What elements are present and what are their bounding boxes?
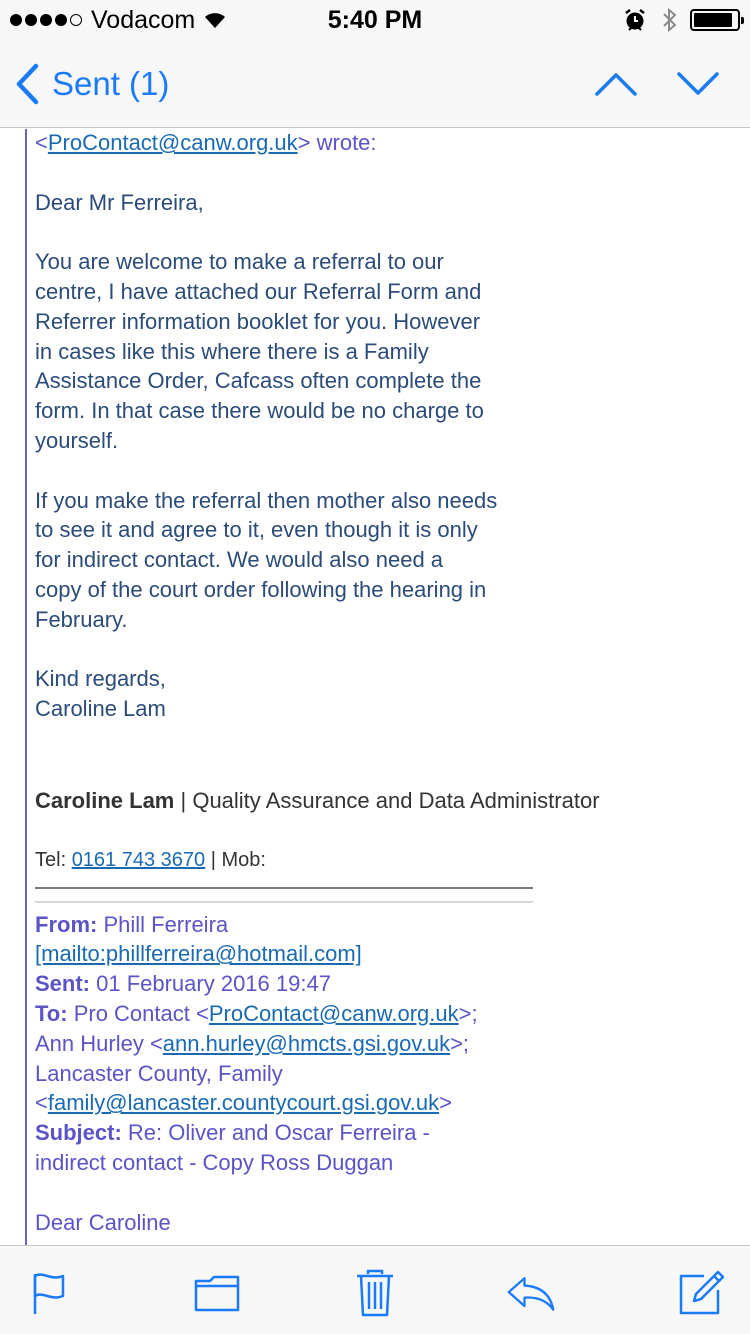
flag-button[interactable] <box>24 1268 74 1318</box>
paragraph-line: February. <box>35 606 128 632</box>
status-right <box>624 6 740 34</box>
to-line-4: <family@lancaster.countycourt.gsi.gov.uk> <box>35 1090 452 1116</box>
message-body[interactable] <box>0 129 750 1245</box>
chevron-left-icon <box>14 63 40 105</box>
navigation-bar <box>0 40 750 128</box>
status-bar <box>0 0 750 40</box>
forwarded-greeting: Dear Caroline <box>35 1209 171 1235</box>
alarm-clock-icon <box>624 8 646 32</box>
reply-header: <ProContact@canw.org.uk> wrote: <box>35 130 377 155</box>
recipient-email-link[interactable]: ann.hurley@hmcts.gsi.gov.uk <box>162 1030 451 1056</box>
paragraph-line: yourself. <box>35 427 119 453</box>
greeting: Dear Mr Ferreira, <box>35 189 204 215</box>
paragraph-line: Referrer information booklet for you. However <box>35 308 481 334</box>
sent-line: Sent: 01 February 2016 19:47 <box>35 971 331 997</box>
forward-divider <box>35 901 533 903</box>
mailto-link[interactable]: [mailto:phillferreira@hotmail.com] <box>35 941 362 967</box>
paragraph-line: in cases like this where there is a Family <box>35 338 429 364</box>
flag-icon <box>29 1270 69 1316</box>
paragraph-2 <box>35 486 735 635</box>
from-line: From: Phill Ferreira <box>35 911 229 937</box>
folder-icon <box>193 1273 241 1313</box>
carrier-name: Vodacom <box>91 5 196 34</box>
signature-divider <box>35 887 533 889</box>
back-button[interactable] <box>14 60 169 108</box>
signature-line: Caroline Lam | Quality Assurance and Data Administrator <box>35 787 600 813</box>
paragraph-line: form. In that case there would be no charge to <box>35 398 484 424</box>
delete-button[interactable] <box>350 1268 400 1318</box>
phone-link[interactable]: 0161 743 3670 <box>71 848 206 871</box>
subject-line: Subject: Re: Oliver and Oscar Ferreira - <box>35 1120 430 1146</box>
closing: Kind regards, <box>35 666 166 692</box>
bottom-toolbar <box>0 1245 750 1334</box>
status-time: 5:40 PM <box>327 6 423 34</box>
sender-email-link[interactable]: ProContact@canw.org.uk <box>47 130 298 155</box>
battery-icon <box>690 9 740 31</box>
paragraph-line: to see it and agree to it, even though it is only <box>35 517 478 543</box>
signature-name: Caroline Lam <box>35 787 175 813</box>
paragraph-1 <box>35 247 735 456</box>
reply-icon <box>506 1273 556 1313</box>
closing-name: Caroline Lam <box>35 696 166 722</box>
to-line-3: Lancaster County, Family <box>35 1060 283 1086</box>
compose-button[interactable] <box>676 1268 726 1318</box>
forwarded-header <box>35 910 735 1178</box>
quote-bar <box>25 129 27 1245</box>
recipient-email-link[interactable]: family@lancaster.countycourt.gsi.gov.uk <box>47 1090 440 1116</box>
next-message-button[interactable] <box>676 62 720 111</box>
to-line-2: Ann Hurley <ann.hurley@hmcts.gsi.gov.uk>; <box>35 1030 470 1056</box>
paragraph-line: You are welcome to make a referral to our <box>35 249 444 275</box>
paragraph-line: centre, I have attached our Referral Form and <box>35 278 482 304</box>
chevron-down-icon <box>676 62 720 106</box>
subject-line-2: indirect contact - Copy Ross Duggan <box>35 1149 394 1175</box>
to-line: To: Pro Contact <ProContact@canw.org.uk>; <box>35 1000 478 1026</box>
paragraph-line: for indirect contact. We would also need a <box>35 547 444 573</box>
reply-button[interactable] <box>506 1268 556 1318</box>
paragraph-line: If you make the referral then mother also needs <box>35 487 498 513</box>
back-button-label: Sent (1) <box>52 65 170 102</box>
trash-icon <box>354 1268 396 1318</box>
mailto-line <box>35 939 735 969</box>
move-to-folder-button[interactable] <box>192 1268 242 1318</box>
paragraph-line: Assistance Order, Cafcass often complete the <box>35 368 482 394</box>
bluetooth-icon <box>660 7 680 33</box>
quoted-message <box>35 129 735 1237</box>
battery-level <box>694 13 732 27</box>
chevron-up-icon <box>594 62 638 106</box>
signature-title: Quality Assurance and Data Administrator <box>192 787 600 813</box>
compose-icon <box>676 1268 726 1318</box>
signature-contact: Tel: 0161 743 3670 | Mob: <box>35 848 266 871</box>
previous-message-button[interactable] <box>594 62 638 111</box>
recipient-email-link[interactable]: ProContact@canw.org.uk <box>208 1000 459 1026</box>
paragraph-line: copy of the court order following the hearing in <box>35 576 487 602</box>
